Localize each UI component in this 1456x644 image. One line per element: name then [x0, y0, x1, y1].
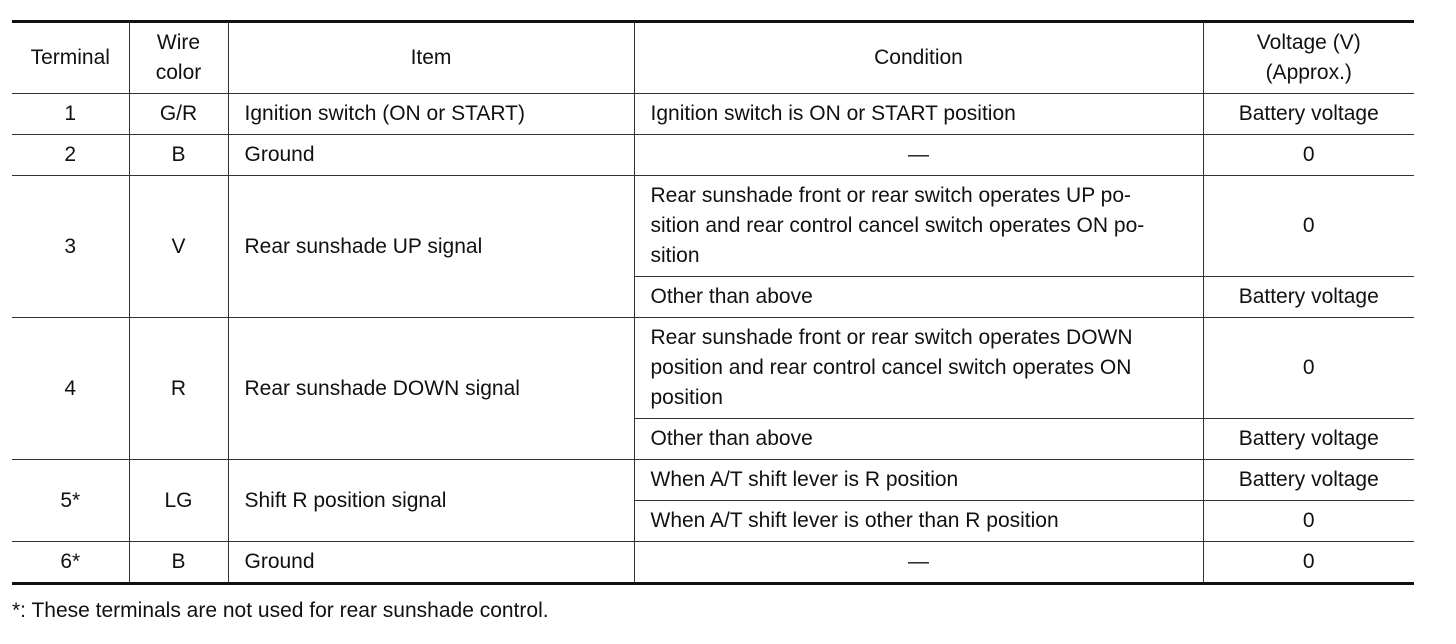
- table-row: [12, 176, 1414, 277]
- header-condition: Condition: [634, 22, 1203, 94]
- voltage-cell: 0: [1203, 176, 1414, 277]
- item-cell: Shift R position signal: [228, 460, 634, 542]
- terminal-cell: 6*: [12, 542, 129, 584]
- table-header-row: [12, 22, 1414, 94]
- item-cell: Rear sunshade DOWN signal: [228, 318, 634, 460]
- condition-cell: Other than above: [634, 419, 1203, 460]
- condition-cell: [634, 176, 1203, 277]
- condition-line: sition: [650, 244, 700, 267]
- wire-color-cell: V: [129, 176, 228, 318]
- table-row: [12, 542, 1414, 584]
- voltage-cell: 0: [1203, 318, 1414, 419]
- table-row: [12, 135, 1414, 176]
- header-wire-color-line1: Wire: [156, 31, 201, 54]
- condition-cell: [634, 318, 1203, 419]
- voltage-cell: Battery voltage: [1203, 94, 1414, 135]
- condition-cell: When A/T shift lever is R position: [634, 460, 1203, 501]
- condition-line: Rear sunshade front or rear switch operates DOWN: [650, 326, 1133, 349]
- condition-line: position and rear control cancel switch operates ON: [650, 356, 1132, 379]
- voltage-cell: Battery voltage: [1203, 277, 1414, 318]
- condition-line: position: [650, 386, 723, 409]
- header-wire-color: [129, 22, 228, 94]
- condition-line: Rear sunshade front or rear switch operates UP po-: [650, 184, 1132, 207]
- wire-color-cell: LG: [129, 460, 228, 542]
- condition-line: sition and rear control cancel switch operates ON po-: [650, 214, 1145, 237]
- condition-cell: When A/T shift lever is other than R position: [634, 501, 1203, 542]
- condition-cell: —: [634, 135, 1203, 176]
- wire-color-cell: R: [129, 318, 228, 460]
- condition-cell: Ignition switch is ON or START position: [634, 94, 1203, 135]
- voltage-cell: 0: [1203, 501, 1414, 542]
- voltage-cell: 0: [1203, 542, 1414, 584]
- wire-color-cell: G/R: [129, 94, 228, 135]
- header-voltage: [1203, 22, 1414, 94]
- terminal-cell: 1: [12, 94, 129, 135]
- item-cell: Ground: [228, 542, 634, 584]
- condition-cell: —: [634, 542, 1203, 584]
- terminal-cell: 4: [12, 318, 129, 460]
- header-wire-color-line2: color: [155, 61, 202, 84]
- item-cell: Ignition switch (ON or START): [228, 94, 634, 135]
- header-voltage-line2: (Approx.): [1265, 61, 1352, 84]
- voltage-cell: Battery voltage: [1203, 419, 1414, 460]
- voltage-cell: 0: [1203, 135, 1414, 176]
- wire-color-cell: B: [129, 135, 228, 176]
- terminal-table: [12, 20, 1414, 585]
- condition-cell: Other than above: [634, 277, 1203, 318]
- item-cell: Rear sunshade UP signal: [228, 176, 634, 318]
- terminal-cell: 2: [12, 135, 129, 176]
- wire-color-cell: B: [129, 542, 228, 584]
- terminal-cell: 3: [12, 176, 129, 318]
- table-row: [12, 94, 1414, 135]
- table-row: [12, 318, 1414, 419]
- header-item: Item: [228, 22, 634, 94]
- footnote: *: These terminals are not used for rear sunshade control.: [12, 599, 549, 622]
- header-terminal: Terminal: [12, 22, 129, 94]
- terminal-cell: 5*: [12, 460, 129, 542]
- item-cell: Ground: [228, 135, 634, 176]
- table-row: [12, 460, 1414, 501]
- header-voltage-line1: Voltage (V): [1256, 31, 1361, 54]
- voltage-cell: Battery voltage: [1203, 460, 1414, 501]
